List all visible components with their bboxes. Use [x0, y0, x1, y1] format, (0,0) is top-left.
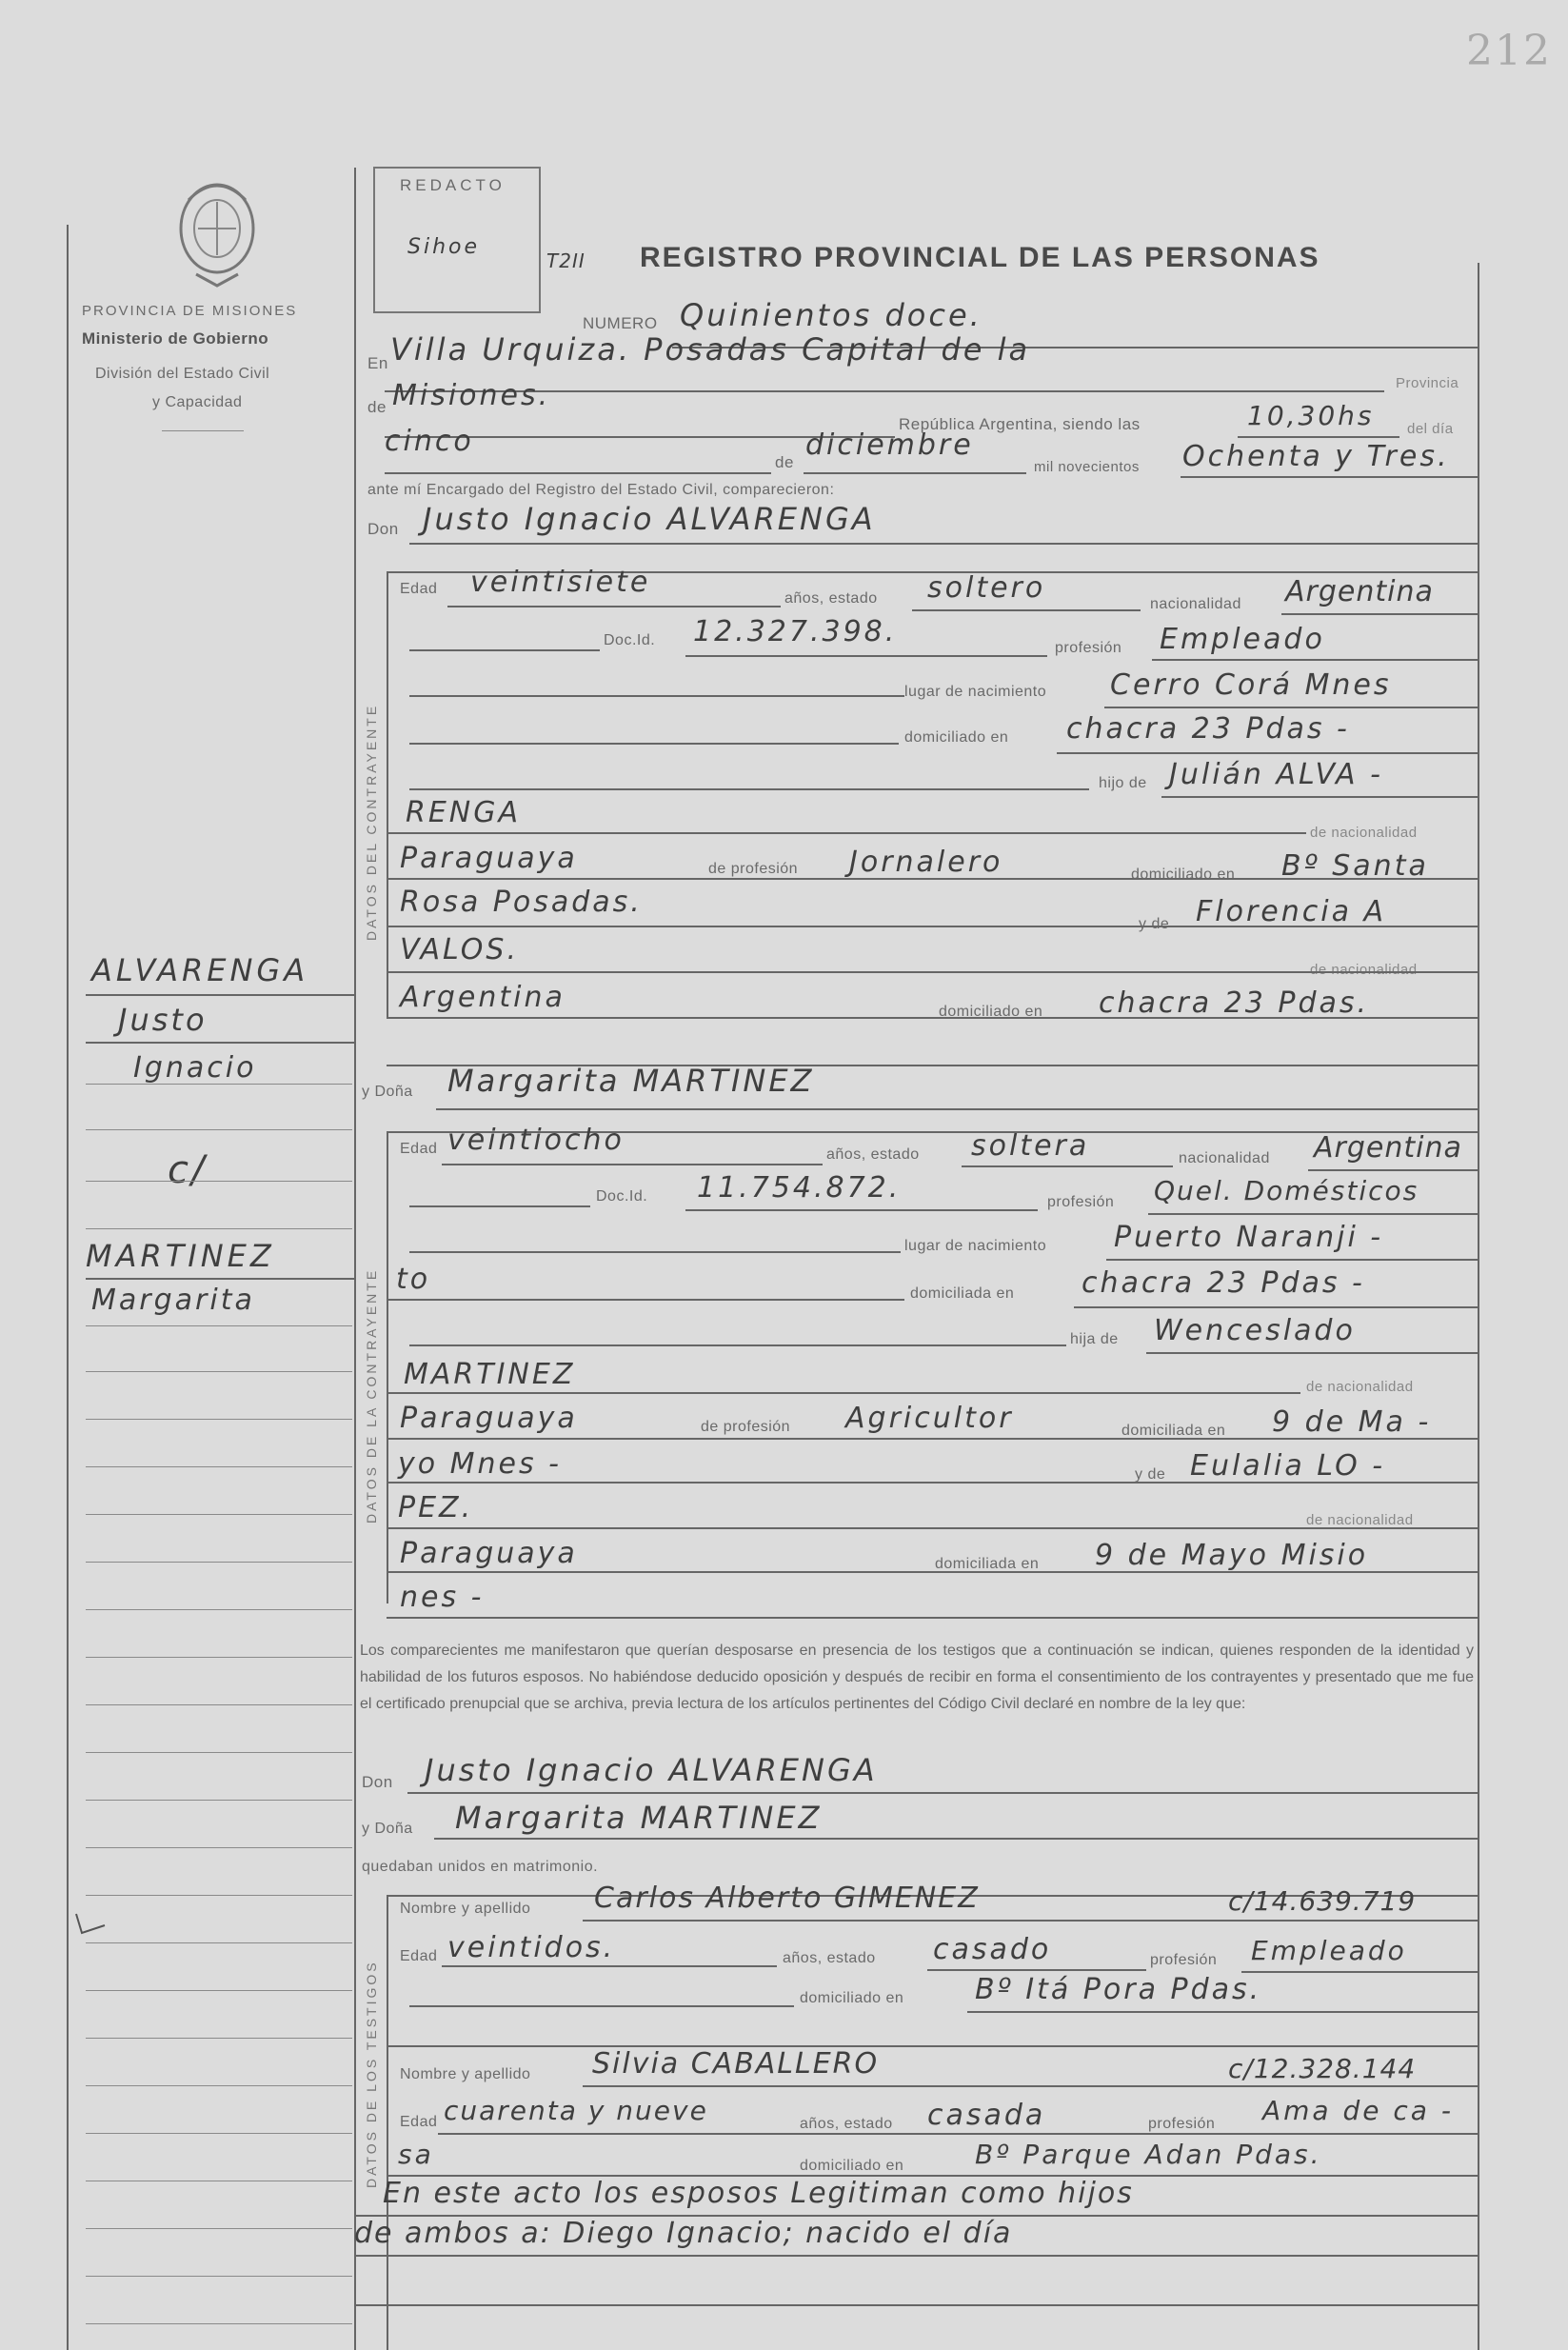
groom-father-profession: Jornalero [849, 846, 1003, 879]
bride-mother-2: PEZ. [398, 1491, 474, 1524]
bride-mother-address-1: 9 de Mayo Misio [1095, 1539, 1369, 1572]
bride-status: soltera [971, 1129, 1090, 1163]
margin-surname-1: ALVARENGA [91, 952, 309, 988]
margin-conjunction: c/ [168, 1148, 208, 1192]
groom-father-2: RENGA [406, 796, 522, 829]
margin-given-1b: Ignacio [133, 1051, 257, 1085]
witness-1-name: Carlos Alberto GIMENEZ [594, 1882, 980, 1915]
republica-label: República Argentina, siendo las [899, 415, 1141, 433]
main-right-line [1478, 263, 1479, 2350]
bride-father-profession: Agricultor [845, 1402, 1014, 1435]
issuer-capacity: y Capacidad [152, 394, 243, 410]
redacto-label: REDACTO [400, 176, 506, 194]
en-label: En [367, 354, 388, 372]
left-margin-line [67, 225, 69, 2350]
anio-value: Ochenta y Tres. [1182, 440, 1450, 473]
groom-side-tag: DATOS DEL CONTRAYENTE [364, 703, 379, 941]
ante-label: ante mí Encargado del Registro del Estado Civil, comparecieron: [367, 482, 835, 498]
numero-label: NUMERO [583, 314, 658, 332]
bride-father-2: MARTINEZ [404, 1358, 576, 1391]
bride-age: veintiocho [447, 1124, 625, 1157]
witness-2-age: cuarenta y nueve [444, 2095, 708, 2126]
page-title: REGISTRO PROVINCIAL DE LAS PERSONAS [640, 242, 1320, 273]
de-mes-label: de [775, 453, 794, 471]
bride-mother-1: Eulalia LO - [1190, 1449, 1386, 1483]
witness-2-address: Bº Parque Adan Pdas. [975, 2139, 1322, 2170]
margin-tick-mark [72, 1910, 110, 1939]
issuer-ministry: Ministerio de Gobierno [82, 329, 269, 348]
groom-mother-1: Florencia A [1196, 895, 1387, 928]
coat-of-arms-icon [160, 162, 274, 291]
bride-birthplace-1: Puerto Naranji - [1114, 1221, 1384, 1254]
groom-profession: Empleado [1160, 623, 1325, 656]
margin-given-2: Margarita [91, 1284, 255, 1317]
margin-surname-2: MARTINEZ [86, 1238, 275, 1274]
declaration-groom: Justo Ignacio ALVARENGA [425, 1752, 878, 1788]
groom-don-label: Don [367, 520, 399, 538]
groom-address: chacra 23 Pdas - [1066, 712, 1350, 746]
de-label: de [367, 398, 387, 416]
witness-2-status: casada [927, 2099, 1046, 2132]
redacto-initials: Sihoe [407, 235, 481, 259]
witness-2-name: Silvia CABALLERO [592, 2047, 880, 2081]
civil-registry-document: 212 PROVINCIA DE MISIONES Ministerio de Gobierno División del Estado Civil y Capacidad REDACTO Sihoe T2II REGISTRO PROVINCIAL DE LAS PERSONAS NUMERO Quinientos doce. En Villa Urquiza. Posadas Capital de la Provincia de Misiones. República Argentina, siendo las 10,30hs del día cinco de diciembre mil novecientos Ochenta y Tres. ante mí Encargado del Registro del Estado Civil, comparecieron: Don Justo Ignacio ALVARENGA DATOS DEL CONTRAYENTE Edad veintisiete años, estado soltero nacionalidad Argentina Doc.Id. 12.327.398. profesión Empleado lugar de nacimiento Cerro Corá Mnes domiciliado en chacra 23 Pdas - hijo de Julián ALVA - RENGA de nacionalidad Paraguaya de profesión Jornalero domiciliado en Bº Santa Rosa Posadas. y de Florencia A VALOS. de nacionalidad Argentina domiciliado en chacra 23 Pdas. y Doña Margarita MARTINEZ DATOS DE LA CONTRAYENTE Edad veintiocho años, estado soltera nacionalidad Argentina Doc.Id. 11.754.872. profesión Quel. Domésticos lugar de nacimiento Puerto Naranji - to domiciliada en chacra 23 Pdas - hija de Wenceslado MARTINEZ de nacionalidad Paraguaya de profesión Agricultor domiciliada en 9 de Ma - yo Mnes - y de Eulalia LO - PEZ. de nacionalidad Paraguaya domiciliada en 9 de Mayo Misio nes - Los comparecientes me manifestaron que querían desposarse en presencia de los testigos que a continuación se indican, quienes responden de la identidad y habilidad de los futuros esposos. No habiéndose deducido oposición y después de recibir en forma el consentimiento de los contrayentes y presentado que me fue el certificado prenupcial que se archiva, previa lectura de los artículos pertinentes del Código Civil declaré en nombre de la ley que: Don Justo Ignacio ALVARENGA y Doña Margarita MARTINEZ quedaban unidos en matrimonio. DATOS DE LOS TESTIGOS Nombre y apellido Carlos Alberto GIMENEZ c/14.639.719 Edad veintidos. años, estado casado profesión Empleado domiciliado en Bº Itá Pora Pdas. Nombre y apellido Silvia CABALLERO c/12.328.144 Edad cuarenta y nueve años, estado casada profesión Ama de ca - sa domiciliado en Bº Parque Adan Pdas. En este acto los esposos Legitiman como hijos de ambos a: Diego Ignacio; nacido el día ALVARENGA Justo Ignacio c/ MARTINEZ Margarita [0, 0, 1568, 2350]
bride-mother-address-2: nes - [400, 1581, 485, 1614]
sheet-number: 212 [1466, 27, 1552, 75]
bride-father-address-1: 9 de Ma - [1272, 1405, 1432, 1439]
groom-father-address-2: Rosa Posadas. [400, 886, 643, 919]
margin-given-1a: Justo [118, 1002, 208, 1038]
witness-inner-line [387, 1895, 388, 2350]
groom-doc: 12.327.398. [693, 615, 898, 648]
redacto-stamp-box [373, 167, 541, 313]
groom-age: veintisiete [470, 566, 651, 599]
bride-name: Margarita MARTINEZ [447, 1063, 815, 1099]
groom-inner-line [387, 571, 388, 1017]
groom-father-1: Julián ALVA - [1169, 758, 1383, 791]
en-value: Villa Urquiza. Posadas Capital de la [390, 331, 1031, 368]
main-left-line [354, 168, 356, 2350]
groom-birthplace: Cerro Corá Mnes [1110, 668, 1392, 702]
issuer-divider [162, 430, 244, 431]
numero-value: Quinientos doce. [680, 297, 982, 333]
de-value: Misiones. [392, 379, 551, 412]
bride-birthplace-2: to [396, 1263, 431, 1296]
witness-1-status: casado [933, 1933, 1052, 1966]
declaration-text: Los comparecientes me manifestaron que querían desposarse en presencia de los testigos que a continuación se indican, quienes responden de la identidad y habilidad de los futuros esposos. No habiéndose deducido oposición y después de recibir en forma el consentimiento de los contrayentes y presentado que me fue el certificado prenupcial que se archiva, previa lectura de los artículos pertinentes del Código Civil declaré en nombre de la ley que: [360, 1643, 1474, 1712]
legitimation-note-2: de ambos a: Diego Ignacio; nacido el día [354, 2217, 1013, 2250]
bride-doc: 11.754.872. [697, 1171, 902, 1205]
dia-value: cinco [385, 425, 474, 458]
bride-inner-line [387, 1131, 388, 1603]
bride-nationality: Argentina [1314, 1131, 1462, 1165]
bride-profession: Quel. Domésticos [1154, 1175, 1419, 1206]
issuer-division: División del Estado Civil [95, 366, 270, 382]
witness-2-doc: c/12.328.144 [1228, 2053, 1417, 2084]
issuer-province: PROVINCIA DE MISIONES [82, 303, 298, 319]
groom-mother-2: VALOS. [400, 933, 519, 966]
mil-label: mil novecientos [1034, 459, 1140, 475]
bride-address: chacra 23 Pdas - [1082, 1266, 1365, 1300]
groom-father-nationality: Paraguaya [400, 842, 578, 875]
del-dia-label: del día [1407, 421, 1454, 437]
tome-note: T2II [546, 249, 586, 272]
witness-1-address: Bº Itá Pora Pdas. [975, 1973, 1262, 2006]
witness-2-profession-2: sa [398, 2139, 434, 2170]
bride-dona-label: y Doña [362, 1084, 413, 1100]
groom-nationality: Argentina [1285, 575, 1434, 608]
bride-father-nationality: Paraguaya [400, 1402, 578, 1435]
witness-side-tag: DATOS DE LOS TESTIGOS [364, 1960, 379, 2188]
groom-status: soltero [927, 571, 1046, 605]
groom-mother-address: chacra 23 Pdas. [1099, 986, 1370, 1020]
legitimation-note-1: En este acto los esposos Legitiman como hijos [383, 2177, 1134, 2210]
bride-mother-nationality: Paraguaya [400, 1537, 578, 1570]
witness-1-age: veintidos. [447, 1931, 616, 1964]
groom-mother-nationality: Argentina [400, 981, 566, 1014]
provincia-label: Provincia [1396, 375, 1459, 391]
bride-father-address-2: yo Mnes - [398, 1447, 562, 1481]
bride-side-tag: DATOS DE LA CONTRAYENTE [364, 1267, 379, 1524]
mes-value: diciembre [805, 428, 974, 462]
witness-2-profession-1: Ama de ca - [1262, 2095, 1454, 2126]
witness-1-doc: c/14.639.719 [1228, 1885, 1417, 1917]
declaration-bride: Margarita MARTINEZ [455, 1800, 823, 1836]
witness-1-profession: Empleado [1251, 1935, 1407, 1966]
groom-name: Justo Ignacio ALVARENGA [423, 501, 876, 537]
married-statement: quedaban unidos en matrimonio. [362, 1859, 599, 1875]
bride-father-1: Wenceslado [1154, 1314, 1356, 1347]
hora-value: 10,30hs [1247, 400, 1375, 431]
groom-father-address-1: Bº Santa [1281, 849, 1429, 883]
